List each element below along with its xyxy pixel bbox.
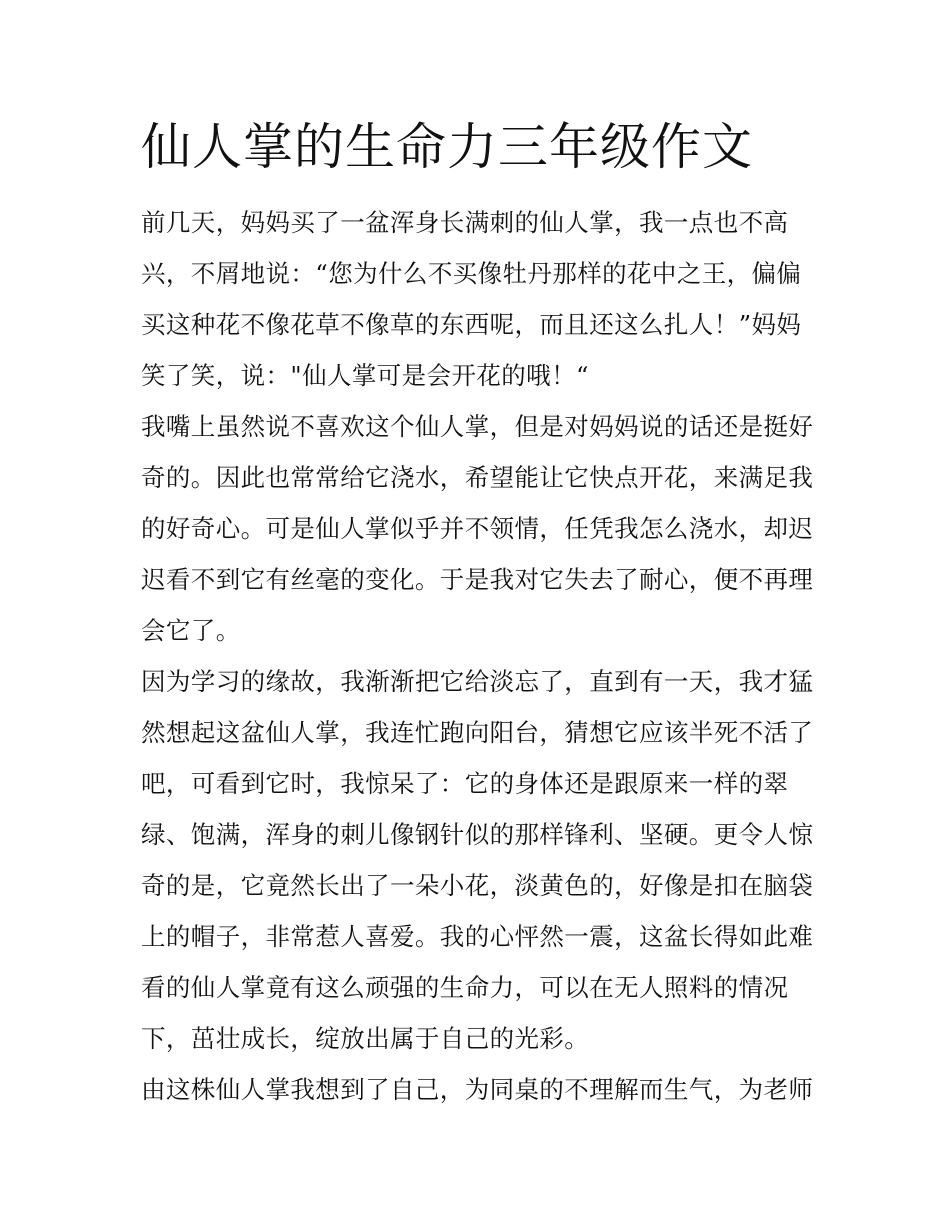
text-line: 兴，不屑地说：“您为什么不买像牡丹那样的花中之王，偏偏	[141, 259, 802, 288]
text-line: 看的仙人掌竟有这么顽强的生命力，可以在无人照料的情况	[141, 973, 789, 1002]
text-line: 前几天，妈妈买了一盆浑身长满刺的仙人掌，我一点也不高	[141, 208, 789, 237]
essay-body	[141, 197, 821, 1115]
page-title: 仙人掌的生命力三年级作文	[141, 118, 753, 176]
text-line: 笑了笑，说："仙人掌可是会开花的哦！“	[141, 361, 589, 390]
text-line: 买这种花不像花草不像草的东西呢，而且还这么扎人！”妈妈	[141, 310, 802, 339]
text-line: 吧，可看到它时，我惊呆了：它的身体还是跟原来一样的翠	[141, 769, 789, 798]
text-line: 迟看不到它有丝毫的变化。于是我对它失去了耐心，便不再理	[141, 565, 814, 594]
text-line: 由这株仙人掌我想到了自己，为同桌的不理解而生气，为老师	[141, 1075, 814, 1104]
text-line: 我嘴上虽然说不喜欢这个仙人掌，但是对妈妈说的话还是挺好	[141, 412, 814, 441]
text-line: 会它了。	[141, 616, 241, 645]
text-line: 奇的。因此也常常给它浇水，希望能让它快点开花，来满足我	[141, 463, 814, 492]
text-line: 绿、饱满，浑身的刺儿像钢针似的那样锋利、坚硬。更令人惊	[141, 820, 814, 849]
text-line: 然想起这盆仙人掌，我连忙跑向阳台，猜想它应该半死不活了	[141, 718, 814, 747]
text-line: 的好奇心。可是仙人掌似乎并不领情，任凭我怎么浇水，却迟	[141, 514, 814, 543]
text-line: 下，茁壮成长，绽放出属于自己的光彩。	[141, 1024, 590, 1053]
text-line: 因为学习的缘故，我渐渐把它给淡忘了，直到有一天，我才猛	[141, 667, 814, 696]
text-line: 上的帽子，非常惹人喜爱。我的心怦然一震，这盆长得如此难	[141, 922, 814, 951]
text-line: 奇的是，它竟然长出了一朵小花，淡黄色的，好像是扣在脑袋	[141, 871, 814, 900]
